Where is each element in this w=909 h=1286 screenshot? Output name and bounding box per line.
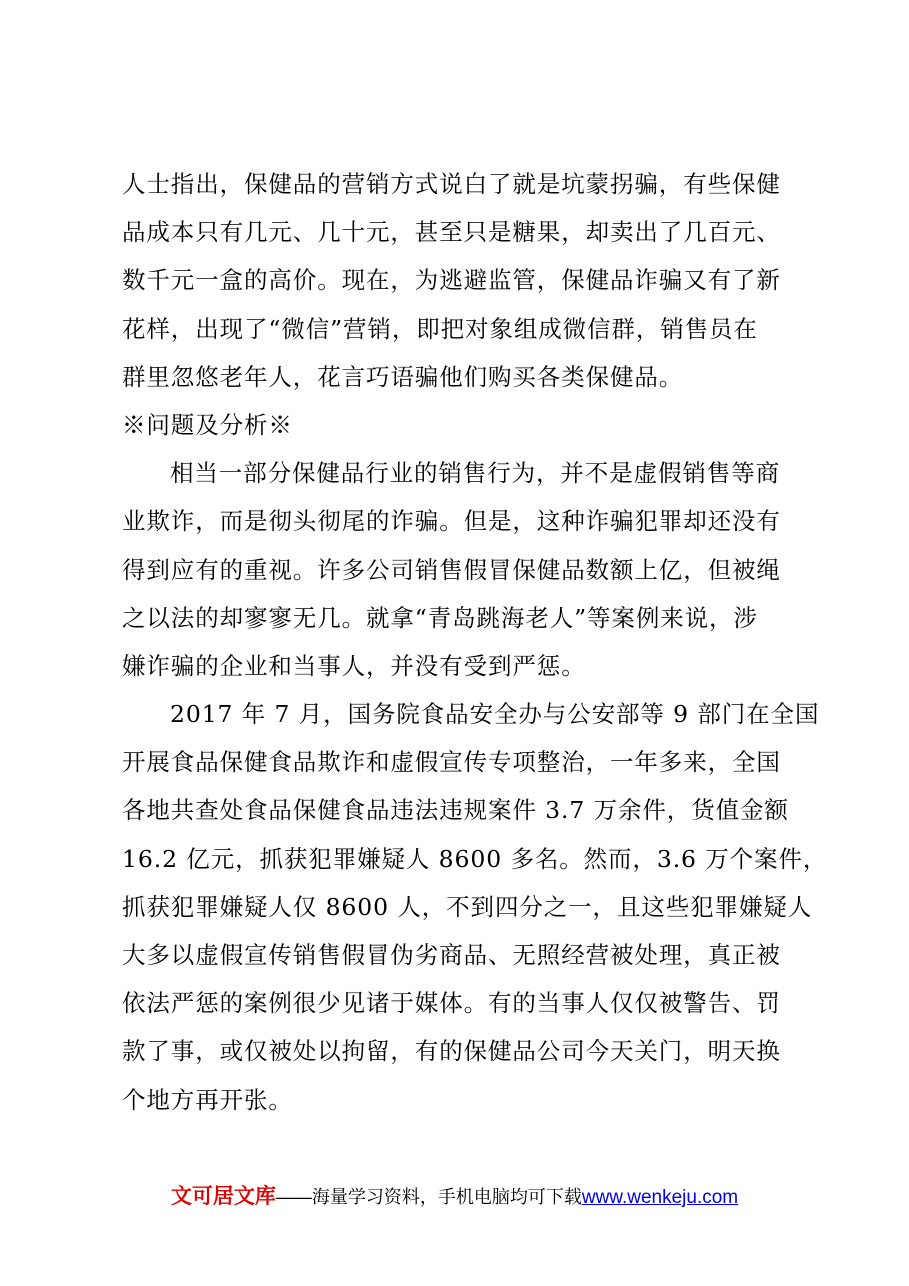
paragraph-2 (122, 449, 792, 690)
footer-banner (0, 1180, 909, 1210)
paragraph-line: 个地方再开张。 (122, 1085, 293, 1114)
paragraph-line: 款了事，或仅被处以拘留，有的保健品公司今天关门，明天换 (122, 1037, 781, 1066)
paragraph-line: 相当一部分保健品行业的销售行为，并不是虚假销售等商 (170, 459, 780, 488)
paragraph-line: 抓获犯罪嫌疑人仅 8600 人，不到四分之一，且这些犯罪嫌疑人 (122, 892, 813, 921)
paragraph-line: 开展食品保健食品欺诈和虚假宣传专项整治，一年多来，全国 (122, 748, 781, 777)
paragraph-line: 得到应有的重视。许多公司销售假冒保健品数额上亿，但被绳 (122, 555, 781, 584)
paragraph-line: 数千元一盒的高价。现在，为逃避监管，保健品诈骗又有了新 (122, 266, 781, 295)
paragraph-line: 16.2 亿元，抓获犯罪嫌疑人 8600 多名。然而，3.6 万个案件， (122, 844, 828, 873)
section-heading: ※问题及分析※ (122, 410, 293, 439)
paragraph-line: 花样，出现了“微信”营销，即把对象组成微信群，销售员在 (122, 314, 758, 343)
paragraph-line: 依法严惩的案例很少见诸于媒体。有的当事人仅仅被警告、罚 (122, 989, 781, 1018)
footer-tagline: ——海量学习资料，手机电脑均可下载 (275, 1187, 582, 1207)
footer-website-link[interactable]: www.wenkeju.com (581, 1187, 739, 1208)
paragraph-line: 人士指出，保健品的营销方式说白了就是坑蒙拐骗，有些保健 (122, 170, 781, 198)
footer-brand: 文可居文库 (170, 1185, 276, 1208)
paragraph-line: 大多以虚假宣传销售假冒伪劣商品、无照经营被处理，真正被 (122, 941, 781, 969)
paragraph-line: 业欺诈，而是彻头彻尾的诈骗。但是，这种诈骗犯罪却还没有 (122, 507, 781, 536)
paragraph-line: 各地共查处食品保健食品违法违规案件 3.7 万余件，货值金额 (122, 796, 789, 825)
paragraph-1 (122, 160, 792, 401)
paragraph-3 (122, 690, 828, 1124)
paragraph-line: 之以法的却寥寥无几。就拿“青岛跳海老人”等案例来说，涉 (122, 603, 758, 632)
paragraph-line: 群里忽悠老年人，花言巧语骗他们购买各类保健品。 (122, 362, 684, 391)
paragraph-line: 嫌诈骗的企业和当事人，并没有受到严惩。 (122, 651, 586, 680)
document-body (122, 160, 828, 1124)
paragraph-line: 2017 年 7 月，国务院食品安全办与公安部等 9 部门在全国 (170, 700, 820, 729)
paragraph-line: 品成本只有几元、几十元，甚至只是糖果，却卖出了几百元、 (122, 218, 781, 247)
